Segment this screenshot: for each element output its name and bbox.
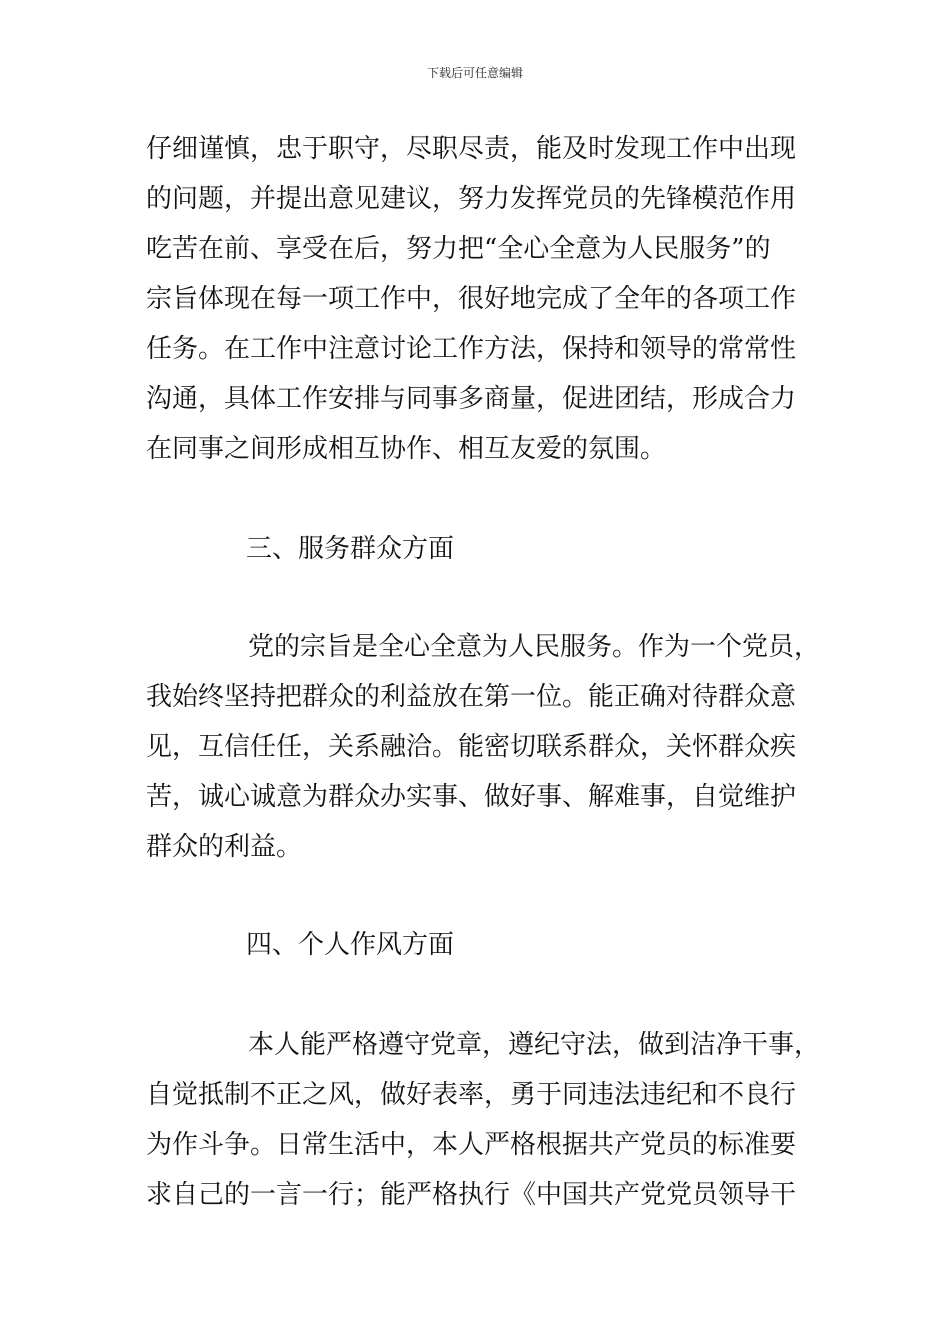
page-header: 下载后可任意编辑 <box>426 66 523 80</box>
paragraph-line: 群众的利益。 <box>146 832 303 862</box>
paragraph-line: 任务。在工作中注意讨论工作方法，保持和领导的常常性 <box>146 334 797 364</box>
paragraph-line: 宗旨体现在每一项工作中，很好地完成了全年的各项工作 <box>146 284 797 314</box>
paragraph-line: 为作斗争。日常生活中，本人严格根据共产党员的标准要 <box>146 1130 797 1160</box>
section-heading: 三、服务群众方面 <box>246 534 455 564</box>
paragraph-line: 在同事之间形成相互协作、相互友爱的氛围。 <box>146 434 667 464</box>
paragraph-line: 的问题，并提出意见建议，努力发挥党员的先锋模范作用 <box>146 184 797 214</box>
paragraph-line: 自觉抵制不正之风，做好表率，勇于同违法违纪和不良行 <box>146 1080 797 1110</box>
paragraph-line: 吃苦在前、享受在后，努力把“全心全意为人民服务”的 <box>146 234 771 264</box>
paragraph-line: 本人能严格遵守党章，遵纪守法，做到洁净干事， <box>248 1030 821 1060</box>
paragraph-line: 党的宗旨是全心全意为人民服务。作为一个党员， <box>248 632 821 662</box>
paragraph-line: 苦，诚心诚意为群众办实事、做好事、解难事，自觉维护 <box>146 782 797 812</box>
paragraph-line: 见，互信任任，关系融洽。能密切联系群众，关怀群众疾 <box>146 732 797 762</box>
paragraph-line: 求自己的一言一行；能严格执行《中国共产党党员领导干 <box>146 1180 797 1210</box>
paragraph-line: 沟通，具体工作安排与同事多商量，促进团结，形成合力 <box>146 384 797 414</box>
paragraph-line: 我始终坚持把群众的利益放在第一位。能正确对待群众意 <box>146 682 797 712</box>
paragraph-line: 仔细谨慎，忠于职守，尽职尽责，能及时发现工作中出现 <box>146 134 797 164</box>
section-heading: 四、个人作风方面 <box>246 930 455 960</box>
